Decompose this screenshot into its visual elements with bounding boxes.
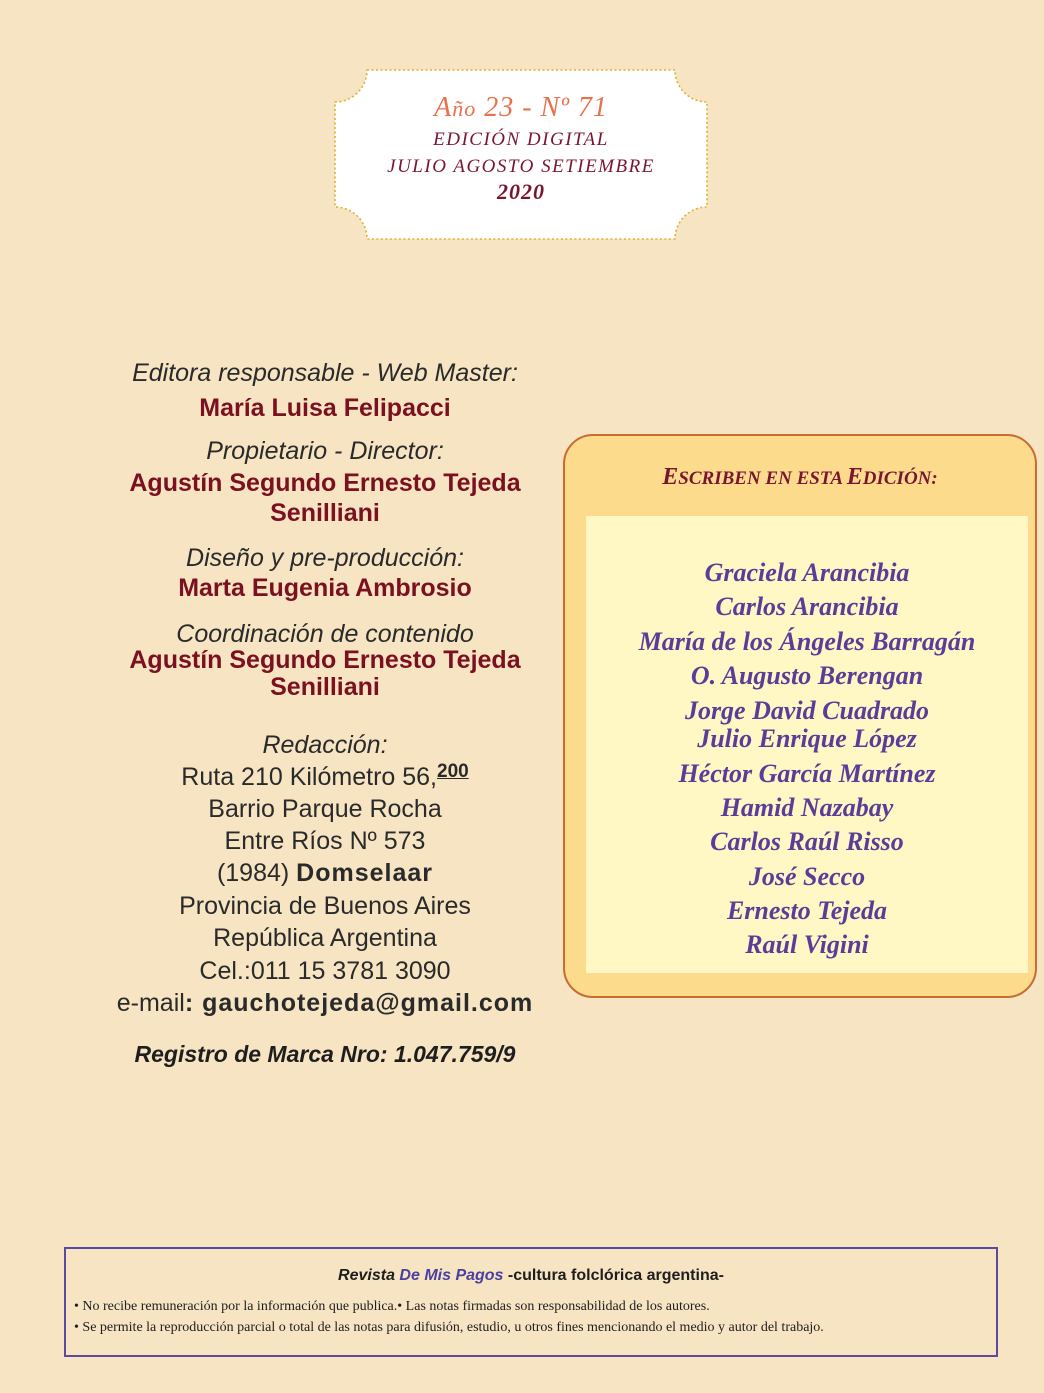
year-label: 2020 — [497, 179, 545, 204]
writer-name: Héctor García Martínez — [678, 759, 936, 788]
phone-number: Cel.:011 15 3781 3090 — [199, 957, 451, 985]
address-line-5: Provincia de Buenos Aires — [179, 892, 471, 920]
writer-name: Raúl Vigini — [745, 930, 869, 959]
writer-name: Hamid Nazabay — [720, 793, 894, 822]
coord-name-line-1: Agustín Segundo Ernesto Tejeda — [129, 646, 521, 674]
writer-name: Jorge David Cuadrado — [684, 696, 930, 725]
writer-name: O. Augusto Berengan — [690, 661, 924, 690]
disclaimer-line-1: • No recibe remuneración por la información que publica.• Las notas firmadas son responsabilidad de los autores. — [74, 1299, 710, 1314]
address-line-3: Entre Ríos Nº 573 — [224, 827, 426, 855]
edition-label: EDICIÓN DIGITAL — [433, 129, 609, 150]
issue-number: Año 23 - Nº 71 — [434, 92, 608, 123]
issue-cartouche — [333, 68, 709, 241]
address-line-1: Ruta 210 Kilómetro 56,$^{200}$ — [181, 761, 469, 791]
owner-role: Propietario - Director: — [206, 437, 444, 465]
writers-panel — [563, 434, 1037, 998]
redaccion-label: Redacción: — [262, 731, 388, 759]
writers-list — [586, 516, 1028, 973]
owner-name-line-2: Senilliani — [270, 499, 380, 527]
writer-name: Graciela Arancibia — [704, 558, 910, 587]
writer-name: Carlos Raúl Risso — [710, 827, 904, 856]
design-name: Marta Eugenia Ambrosio — [178, 574, 472, 602]
address-line-2: Barrio Parque Rocha — [208, 795, 442, 823]
writer-name: María de los Ángeles Barragán — [638, 627, 976, 656]
address-line-4: (1984) Domselaar — [216, 859, 434, 887]
writer-name: Carlos Arancibia — [715, 592, 899, 621]
writer-name: Ernesto Tejeda — [726, 896, 888, 925]
editor-name: María Luisa Felipacci — [199, 394, 451, 422]
address-line-6: República Argentina — [213, 924, 437, 952]
design-role: Diseño y pre-producción: — [186, 544, 464, 572]
coord-name-line-2: Senilliani — [270, 673, 380, 701]
writer-name: José Secco — [748, 862, 866, 891]
writer-name: Julio Enrique López — [697, 724, 917, 753]
period-label: JULIO AGOSTO SETIEMBRE — [387, 156, 655, 177]
email-line[interactable]: e-mail: gauchotejeda@gmail.com — [116, 989, 534, 1017]
writers-title: ESCRIBEN EN ESTA EDICIÓN: — [662, 464, 938, 490]
editor-role: Editora responsable - Web Master: — [132, 359, 518, 387]
magazine-tagline: Revista De Mis Pagos -cultura folclórica argentina- — [338, 1267, 724, 1284]
coord-role: Coordinación de contenido — [176, 620, 474, 648]
owner-name-line-1: Agustín Segundo Ernesto Tejeda — [129, 469, 521, 497]
trademark-registry: Registro de Marca Nro: 1.047.759/9 — [134, 1041, 516, 1067]
disclaimer-line-2: • Se permite la reproducción parcial o total de las notas para difusión, estudio, u otros fines mencionando el medio y autor del trabajo. — [74, 1320, 824, 1335]
disclaimer-box — [64, 1247, 998, 1357]
